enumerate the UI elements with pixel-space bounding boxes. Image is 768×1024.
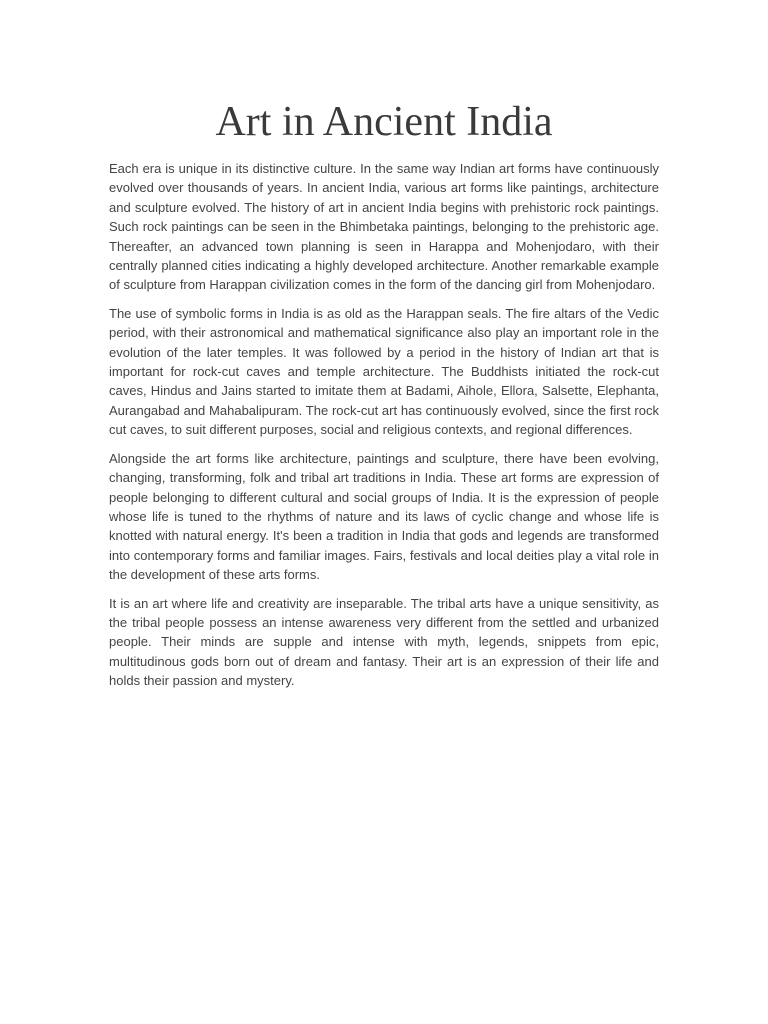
paragraph-3: Alongside the art forms like architecture, paintings and sculpture, there have been evolving, changing, transforming, folk and tribal art traditions in India. These art forms are expression of people belonging to different cultural and social groups of India. It is the expression of people whose life is tuned to the rhythms of nature and its laws of cyclic change and whose life is knotted with natural energy. It's been a tradition in India that gods and legends are transformed into contemporary forms and familiar images. Fairs, festivals and local deities play a vital role in the development of these arts forms. bbox=[109, 450, 659, 583]
paragraph-4: It is an art where life and creativity are inseparable. The tribal arts have a unique sensitivity, as the tribal people possess an intense awareness very different from the settled and urbanized people. Their minds are supple and intense with myth, legends, snippets from epic, multitudinous gods born out of dream and fantasy. Their art is an expression of their life and holds their passion and mystery. bbox=[109, 595, 659, 689]
page-title: Art in Ancient India bbox=[215, 99, 553, 145]
paragraph-1: Each era is unique in its distinctive culture. In the same way Indian art forms have continuously evolved over thousands of years. In ancient India, various art forms like paintings, architecture and sculpture evolved. The history of art in ancient India begins with prehistoric rock paintings. Such rock paintings can be seen in the Bhimbetaka paintings, belonging to the prehistoric age. Thereafter, an advanced town planning is seen in Harappa and Mohenjodaro, with their centrally planned cities indicating a highly developed architecture. Another remarkable example of sculpture from Harappan civilization comes in the form of the dancing girl from Mohenjodaro. bbox=[109, 161, 659, 293]
document-body bbox=[109, 159, 659, 700]
paragraph-2: The use of symbolic forms in India is as old as the Harappan seals. The fire altars of the Vedic period, with their astronomical and mathematical significance also play an important role in the evolution of the later temples. It was followed by a period in the history of Indian art that is important for rock-cut caves and temple architecture. The Buddhists initiated the rock-cut caves, Hindus and Jains started to imitate them at Badami, Aihole, Ellora, Salsette, Elephanta, Aurangabad and Mahabalipuram. The rock-cut art has continuously evolved, since the first rock cut caves, to suit different purposes, social and religious contexts, and regional differences. bbox=[109, 305, 659, 438]
